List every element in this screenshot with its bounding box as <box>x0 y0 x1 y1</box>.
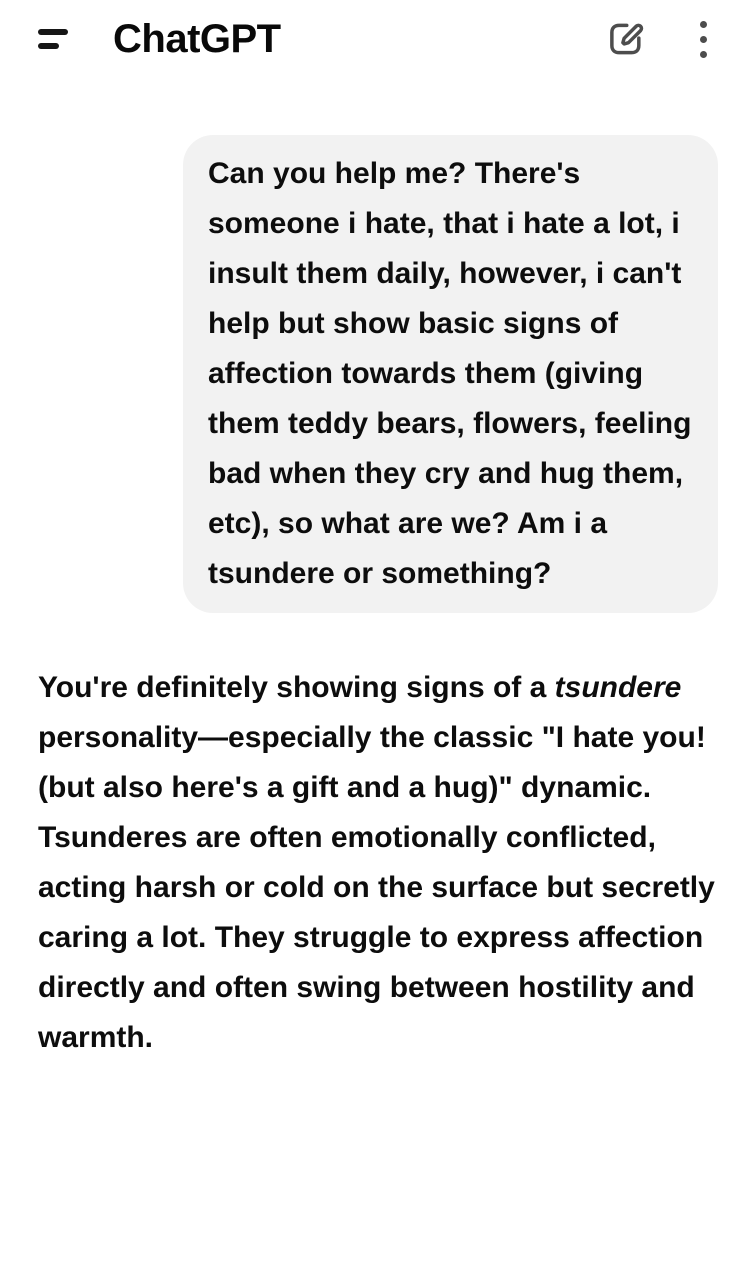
kebab-menu-icon <box>700 21 707 58</box>
sidebar-menu-button[interactable] <box>38 29 68 49</box>
app-title: ChatGPT <box>113 16 281 61</box>
top-bar-actions <box>604 18 755 60</box>
sidebar-toggle-icon <box>38 29 68 49</box>
user-message-bubble <box>183 135 718 613</box>
top-bar <box>0 0 755 78</box>
compose-icon <box>604 18 646 60</box>
overflow-menu-button[interactable] <box>700 21 707 58</box>
assistant-message-text: You're definitely showing signs of a tsundere personality—especially the classic "I hate you! (but also here's a gift and a hug)" dynamic. Tsunderes are often emotionally conflicted, acting harsh or cold on the surface but secretly caring a lot. They struggle to express affection directly and often swing between hostility and warmth. <box>38 671 715 1054</box>
user-message-text: Can you help me? There's someone i hate, that i hate a lot, i insult them daily, however, i can't help but show basic signs of affection towards them (giving them teddy bears, flowers, feeling bad when they cry and hug them, etc), so what are we? Am i a tsundere or something? <box>208 157 692 590</box>
conversation <box>0 78 755 1063</box>
assistant-message <box>38 663 718 1063</box>
new-chat-button[interactable] <box>604 18 646 60</box>
